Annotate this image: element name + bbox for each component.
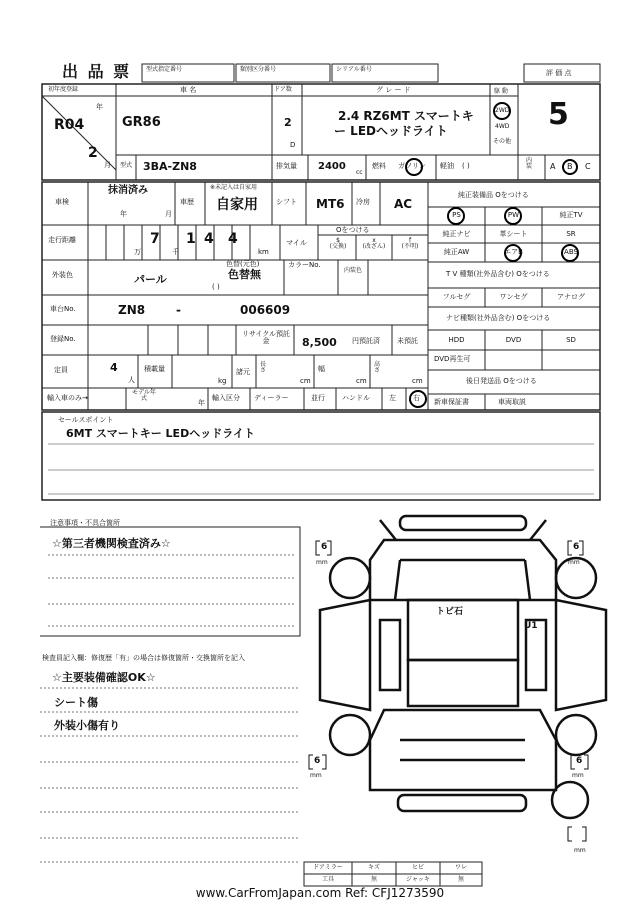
- handle-right: 右: [413, 394, 420, 402]
- doors-label: ドア数: [274, 86, 292, 93]
- dvd-playback: DVD再生可: [434, 355, 471, 363]
- color-value: パール: [134, 273, 167, 286]
- chassis-number: 006609: [240, 303, 291, 317]
- score-value: 5: [548, 97, 569, 132]
- navi-sd: SD: [566, 336, 576, 344]
- repaint-value: 色替無: [228, 268, 261, 281]
- drive-2wd: 2WD: [495, 107, 510, 114]
- grade-label: グ レ ー ド: [376, 86, 411, 94]
- carname-value: GR86: [122, 115, 161, 130]
- interior-c: C: [585, 162, 591, 171]
- type-cert-label: 型式指定番号: [146, 66, 183, 73]
- displacement-value: 2400: [318, 161, 346, 172]
- meter-tampered: x (改ざん): [362, 237, 386, 250]
- capacity-unit: 人: [128, 376, 135, 384]
- mileage-digit-1: 7: [150, 231, 160, 247]
- ac-value: AC: [394, 197, 413, 211]
- legend-jack: ジャッキ: [406, 876, 430, 883]
- carname-label: 車 名: [180, 86, 197, 94]
- legend-crack: ヒビ: [411, 864, 424, 871]
- grade-line1: 2.4 RZ6MT スマートキ: [338, 109, 474, 123]
- equip-tv: 純正TV: [559, 211, 583, 219]
- interior-color-label: 内装色: [344, 267, 363, 274]
- load-unit: kg: [218, 377, 227, 385]
- interior-a: A: [550, 162, 556, 171]
- reg-label: 登録No.: [50, 335, 76, 343]
- capacity-label: 定員: [54, 366, 68, 374]
- equip-airbag: エアB: [504, 248, 523, 256]
- aftermarket-title: 後日発送品 Oをつける: [466, 377, 537, 385]
- inspector-label: 検査員記入欄：修復歴「有」の場合は修復箇所・交換箇所を記入: [42, 654, 245, 662]
- tv-oneseg: ワンセグ: [499, 293, 528, 301]
- equip-ps: PS: [452, 211, 461, 219]
- legend-door-mirror: ドアミラー: [313, 864, 343, 871]
- meter-unknown: f (不明): [401, 237, 419, 250]
- sales-points-label: セールスポイント: [58, 416, 114, 424]
- chassis-prefix: ZN8: [118, 303, 146, 317]
- car-diagram: [320, 516, 606, 818]
- tv-title: T V 種類(社外品含む) Oをつける: [446, 270, 550, 278]
- history-value: 自家用: [216, 197, 258, 213]
- legend-break: ワレ: [454, 864, 467, 871]
- miles-label: マイル: [286, 239, 307, 247]
- equip-pw: PW: [507, 211, 520, 219]
- inspection-month-unit: 月: [165, 210, 172, 218]
- tread-fl-unit: mm: [316, 559, 328, 566]
- height-unit: cm: [412, 377, 423, 385]
- km-unit: km: [258, 248, 269, 256]
- new-car-warranty: 新車保証書: [434, 398, 469, 406]
- width-label: 幅: [318, 365, 325, 373]
- score-label: 評 価 点: [546, 69, 572, 77]
- equip-navi: 純正ナビ: [442, 230, 471, 238]
- tread-fr-unit: mm: [568, 559, 580, 566]
- meter-exchanged: $ (交換): [329, 237, 347, 250]
- fuel-label: 燃料: [372, 162, 386, 170]
- mileage-digit-3: 4: [204, 231, 214, 247]
- inspection-year-unit: 年: [120, 210, 127, 218]
- recycle-value: 8,500: [302, 336, 337, 349]
- equipment-title: 純正装備品 Oをつける: [458, 191, 529, 199]
- length-unit: cm: [300, 377, 311, 385]
- import-label: 輸入車のみ→: [47, 394, 88, 402]
- repaint-label: 色替(元色): [226, 260, 260, 268]
- interior-b: B: [567, 162, 573, 171]
- damage-mark-chip: トビ石: [436, 607, 464, 617]
- handle-left: 左: [389, 394, 396, 402]
- navi-title: ナビ種類(社外品含む) Oをつける: [446, 314, 551, 322]
- tv-fullseg: フルセグ: [442, 293, 471, 301]
- equip-abs: ABS: [564, 248, 578, 256]
- form-title: 出 品 票: [62, 62, 132, 81]
- damage-mark-u1: U1: [524, 621, 538, 631]
- tv-analog: アナログ: [557, 293, 585, 301]
- legend-tools-value: 無: [370, 876, 377, 883]
- diesel-paren: ( ): [462, 162, 470, 170]
- dims-label: 諸元: [236, 368, 250, 376]
- cc-unit: cc: [356, 169, 363, 176]
- shift-label: シフト: [276, 198, 297, 206]
- colorno-label: カラーNo.: [288, 261, 321, 269]
- model-year-label: モデル年式: [132, 389, 156, 402]
- category-label: 類別区分番号: [240, 66, 277, 73]
- notes-label: 注意事項・不具合箇所: [50, 519, 120, 527]
- interior-label: 内装: [526, 157, 533, 170]
- diesel-label: 軽油: [440, 162, 454, 170]
- length-label: 長さ: [260, 361, 267, 374]
- tread-rl-unit: mm: [310, 772, 322, 779]
- tread-fl: 6: [321, 542, 328, 552]
- first-reg-month: 2: [88, 145, 98, 161]
- notes-line2: ☆主要装備確認OK☆: [52, 671, 156, 684]
- import-class-label: 輸入区分: [212, 394, 240, 402]
- model-year-unit: 年: [198, 399, 205, 407]
- equip-aw: 純正AW: [443, 248, 470, 256]
- shift-value: MT6: [316, 197, 345, 211]
- repaint-paren: ( ): [212, 283, 220, 291]
- handle-label: ハンドル: [342, 394, 370, 402]
- recycle-unpaid: 未預託: [397, 337, 418, 345]
- model-label: 型式: [120, 162, 133, 169]
- tread-fr: 6: [573, 542, 580, 552]
- doors-value: 2: [284, 116, 292, 129]
- recycle-unit: 円預託済: [352, 337, 380, 345]
- dealer-option: ディーラー: [254, 394, 289, 402]
- inspection-label: 車検: [55, 198, 69, 206]
- chassis-dash: -: [176, 303, 181, 317]
- mileage-label: 走行距離: [48, 236, 76, 244]
- first-reg-year: R04: [54, 117, 85, 133]
- fuel-value: ガソリン: [398, 162, 426, 170]
- load-label: 積載量: [144, 365, 165, 373]
- equip-leather: 革シート: [499, 230, 528, 238]
- ac-label: 冷房: [356, 198, 370, 206]
- notes-line1: ☆第三者機関検査済み☆: [52, 537, 171, 550]
- notes-line3: シート傷: [54, 696, 98, 709]
- navi-dvd: DVD: [505, 336, 522, 344]
- meter-circle-note: Oをつける: [336, 226, 370, 234]
- door-type: D: [290, 141, 296, 149]
- spare-unit: mm: [574, 847, 586, 854]
- height-label: 高さ: [374, 361, 381, 374]
- serial-label: シリアル番号: [336, 66, 372, 73]
- legend-tools: 工具: [321, 876, 334, 883]
- legend-jack-value: 無: [457, 876, 464, 883]
- month-suffix: 月: [104, 161, 111, 169]
- color-label: 外装色: [52, 271, 73, 279]
- tread-rl: 6: [314, 756, 321, 766]
- tread-rr: 6: [576, 756, 583, 766]
- recycle-label: リサイクル預託金: [241, 330, 291, 345]
- drive-4wd: 4WD: [495, 123, 510, 130]
- equip-sr: SR: [566, 230, 576, 238]
- width-unit: cm: [356, 377, 367, 385]
- parallel-option: 並行: [311, 394, 325, 402]
- model-value: 3BA-ZN8: [143, 160, 197, 173]
- capacity-value: 4: [110, 361, 118, 374]
- inspection-value: 抹消済み: [108, 185, 148, 196]
- man-unit: 万: [134, 248, 141, 256]
- drive-other: その他: [493, 138, 512, 145]
- notes-line4: 外装小傷有り: [54, 719, 120, 732]
- history-label: 車歴: [180, 198, 194, 206]
- first-reg-label: 初年度登録: [48, 86, 79, 93]
- mileage-digit-4: 4: [228, 231, 238, 247]
- tread-rr-unit: mm: [572, 772, 584, 779]
- chassis-label: 車台No.: [50, 305, 76, 313]
- sen-unit: 千: [172, 248, 179, 256]
- sales-points-text: 6MT スマートキー LEDヘッドライト: [66, 427, 255, 440]
- drive-label: 駆 動: [494, 88, 508, 95]
- legend-scratch: キズ: [368, 864, 380, 871]
- grade-line2: ー LEDヘッドライト: [334, 124, 448, 138]
- mileage-digit-2: 1: [186, 231, 196, 247]
- displacement-label: 排気量: [276, 162, 297, 170]
- year-suffix: 年: [96, 103, 103, 111]
- history-note: ※未記入は自家用: [210, 184, 258, 191]
- navi-hdd: HDD: [448, 336, 465, 344]
- watermark: www.CarFromJapan.com Ref: CFJ1273590: [195, 886, 445, 900]
- vehicle-manual: 車両取説: [498, 398, 526, 406]
